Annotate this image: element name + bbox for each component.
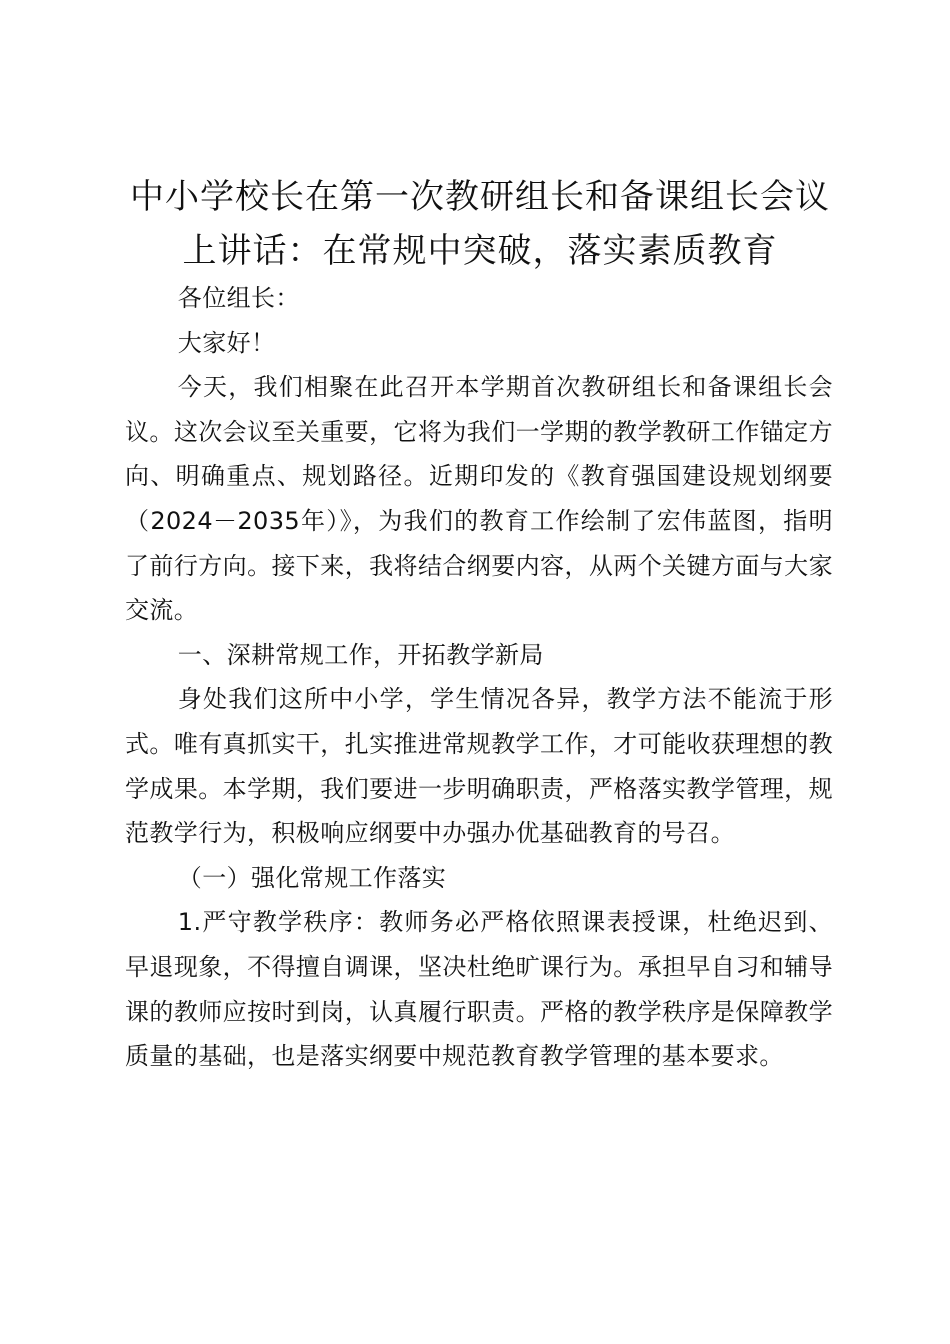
- intro-paragraph: 今天，我们相聚在此召开本学期首次教研组长和备课组长会议。这次会议至关重要，它将为我们一学期的教学教研工作锚定方向、明确重点、规划路径。近期印发的《教育强国建设规划纲要（2024－2035年）》，为我们的教育工作绘制了宏伟蓝图，指明了前行方向。接下来，我将结合纲要内容，从两个关键方面与大家交流。: [125, 373, 833, 625]
- salutation: 各位组长：: [177, 284, 300, 312]
- greeting: 大家好！: [177, 328, 276, 357]
- subsection-heading: （一）强化常规工作落实: [177, 863, 447, 892]
- document-body: [125, 276, 833, 1079]
- document-title: 中小学校长在第一次教研组长和备课组长会议上讲话：在常规中突破，落实素质教育: [130, 177, 830, 271]
- section-heading: 一、深耕常规工作，开拓教学新局: [177, 640, 544, 669]
- item-paragraph: 1.严守教学秩序：教师务必严格依照课表授课，杜绝迟到、早退现象，不得擅自调课，坚决杜绝旷课行为。承担早自习和辅导课的教师应按时到岗，认真履行职责。严格的教学秩序是保障教学质量的基础，也是落实纲要中规范教育教学管理的基本要求。: [125, 908, 833, 1071]
- section-paragraph: 身处我们这所中小学，学生情况各异，教学方法不能流于形式。唯有真抓实干，扎实推进常规教学工作，才可能收获理想的教学成果。本学期，我们要进一步明确职责，严格落实教学管理，规范教学行为，积极响应纲要中办强办优基础教育的号召。: [125, 685, 833, 848]
